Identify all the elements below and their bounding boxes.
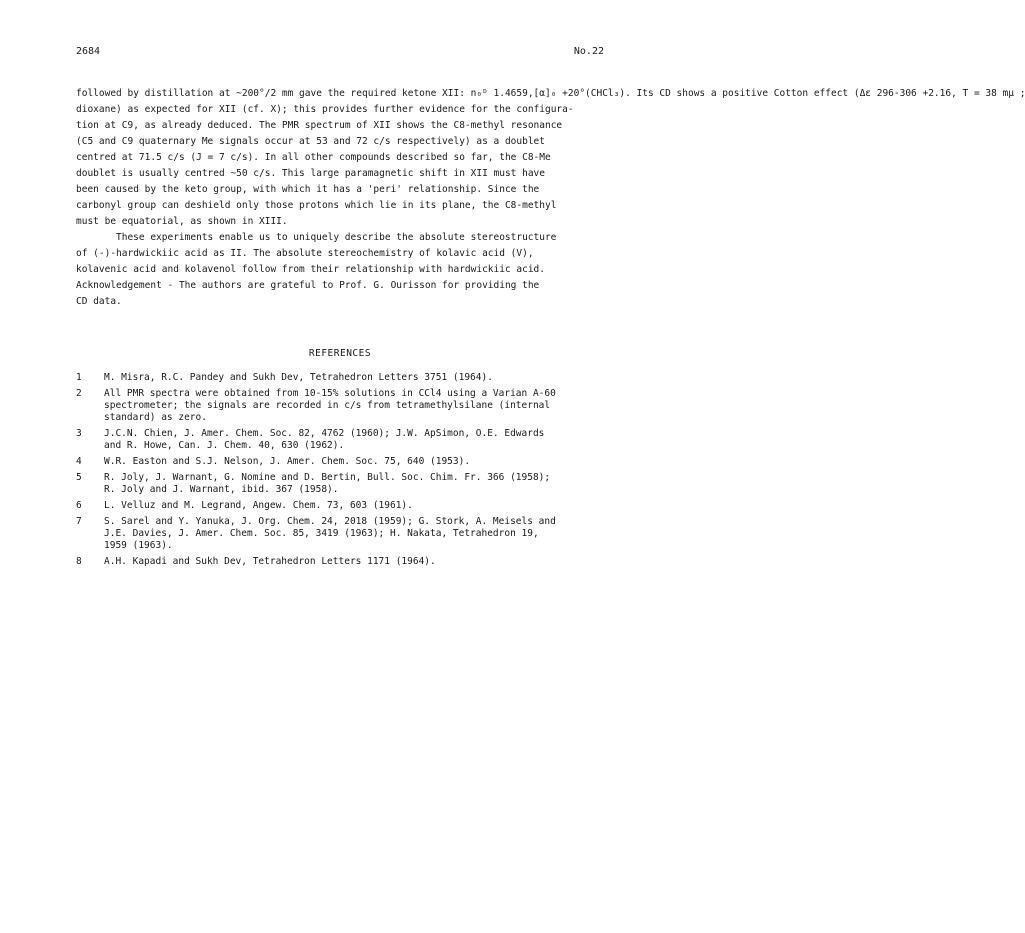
page-number: 2684 xyxy=(76,46,101,57)
reference-number: 6 xyxy=(76,500,82,511)
body-line: These experiments enable us to uniquely describe the absolute stereostructure xyxy=(116,232,557,243)
reference-item xyxy=(76,556,616,568)
reference-item xyxy=(76,428,616,452)
reference-text: S. Sarel and Y. Yanuka, J. Org. Chem. 24, 2018 (1959); G. Stork, A. Meisels and xyxy=(104,516,556,527)
reference-text: A.H. Kapadi and Sukh Dev, Tetrahedron Letters 1171 (1964). xyxy=(104,556,436,567)
body-line: CD data. xyxy=(76,296,122,307)
acknowledgement-line: Acknowledgement - The authors are grateful to Prof. G. Ourisson for providing the xyxy=(76,280,540,291)
issue-number: No.22 xyxy=(573,46,604,57)
reference-text: J.E. Davies, J. Amer. Chem. Soc. 85, 3419 (1963); H. Nakata, Tetrahedron 19, xyxy=(104,528,539,539)
reference-text: spectrometer; the signals are recorded in c/s from tetramethylsilane (internal xyxy=(104,400,551,411)
body-line: centred at 71.5 c/s (J = 7 c/s). In all other compounds described so far, the C8-Me xyxy=(76,152,551,163)
body-line: (C5 and C9 quaternary Me signals occur at 53 and 72 c/s respectively) as a doublet xyxy=(76,136,545,147)
reference-item xyxy=(76,500,616,512)
reference-item xyxy=(76,472,616,496)
reference-text: and R. Howe, Can. J. Chem. 40, 630 (1962). xyxy=(104,440,345,451)
reference-text: W.R. Easton and S.J. Nelson, J. Amer. Chem. Soc. 75, 640 (1953). xyxy=(104,456,471,467)
body-line: dioxane) as expected for XII (cf. X); this provides further evidence for the configura- xyxy=(76,104,574,115)
references-heading: REFERENCES xyxy=(308,348,372,359)
body-line: doublet is usually centred ~50 c/s. This large paramagnetic shift in XII must have xyxy=(76,168,545,179)
body-line: carbonyl group can deshield only those protons which lie in its plane, the C8-methyl xyxy=(76,200,557,211)
reference-text: 1959 (1963). xyxy=(104,540,173,551)
reference-item xyxy=(76,372,616,384)
reference-item xyxy=(76,388,616,424)
reference-text: J.C.N. Chien, J. Amer. Chem. Soc. 82, 4762 (1960); J.W. ApSimon, O.E. Edwards xyxy=(104,428,545,439)
reference-number: 3 xyxy=(76,428,82,439)
reference-item xyxy=(76,516,616,552)
reference-item xyxy=(76,456,616,468)
body-line: tion at C9, as already deduced. The PMR spectrum of XII shows the C8-methyl resonance xyxy=(76,120,563,131)
reference-number: 8 xyxy=(76,556,82,567)
reference-text: R. Joly and J. Warnant, ibid. 367 (1958). xyxy=(104,484,339,495)
reference-number: 1 xyxy=(76,372,82,383)
reference-number: 2 xyxy=(76,388,82,399)
reference-number: 4 xyxy=(76,456,82,467)
reference-number: 7 xyxy=(76,516,82,527)
reference-text: standard) as zero. xyxy=(104,412,207,423)
reference-text: All PMR spectra were obtained from 10-15% solutions in CCl4 using a Varian A-60 xyxy=(104,388,556,399)
reference-text: R. Joly, J. Warnant, G. Nomine and D. Bertin, Bull. Soc. Chim. Fr. 366 (1958); xyxy=(104,472,551,483)
body-text xyxy=(76,86,1025,310)
references-list xyxy=(76,372,616,572)
reference-text: M. Misra, R.C. Pandey and Sukh Dev, Tetrahedron Letters 3751 (1964). xyxy=(104,372,493,383)
reference-text: L. Velluz and M. Legrand, Angew. Chem. 73, 603 (1961). xyxy=(104,500,413,511)
reference-number: 5 xyxy=(76,472,82,483)
body-line: must be equatorial, as shown in XIII. xyxy=(76,216,288,227)
body-line: kolavenic acid and kolavenol follow from their relationship with hardwickiic acid. xyxy=(76,264,545,275)
body-line: followed by distillation at ~200°/2 mm gave the required ketone XII: n₀ᴰ 1.4659,[α]₀ +20°(CHCl₃). Its CD shows a positive Cotton effect (Δε 296-306 +2.16, T = 38 mμ ; xyxy=(76,88,1025,99)
body-line: been caused by the keto group, with which it has a 'peri' relationship. Since the xyxy=(76,184,540,195)
body-line: of (-)-hardwickiic acid as II. The absolute stereochemistry of kolavic acid (V), xyxy=(76,248,534,259)
